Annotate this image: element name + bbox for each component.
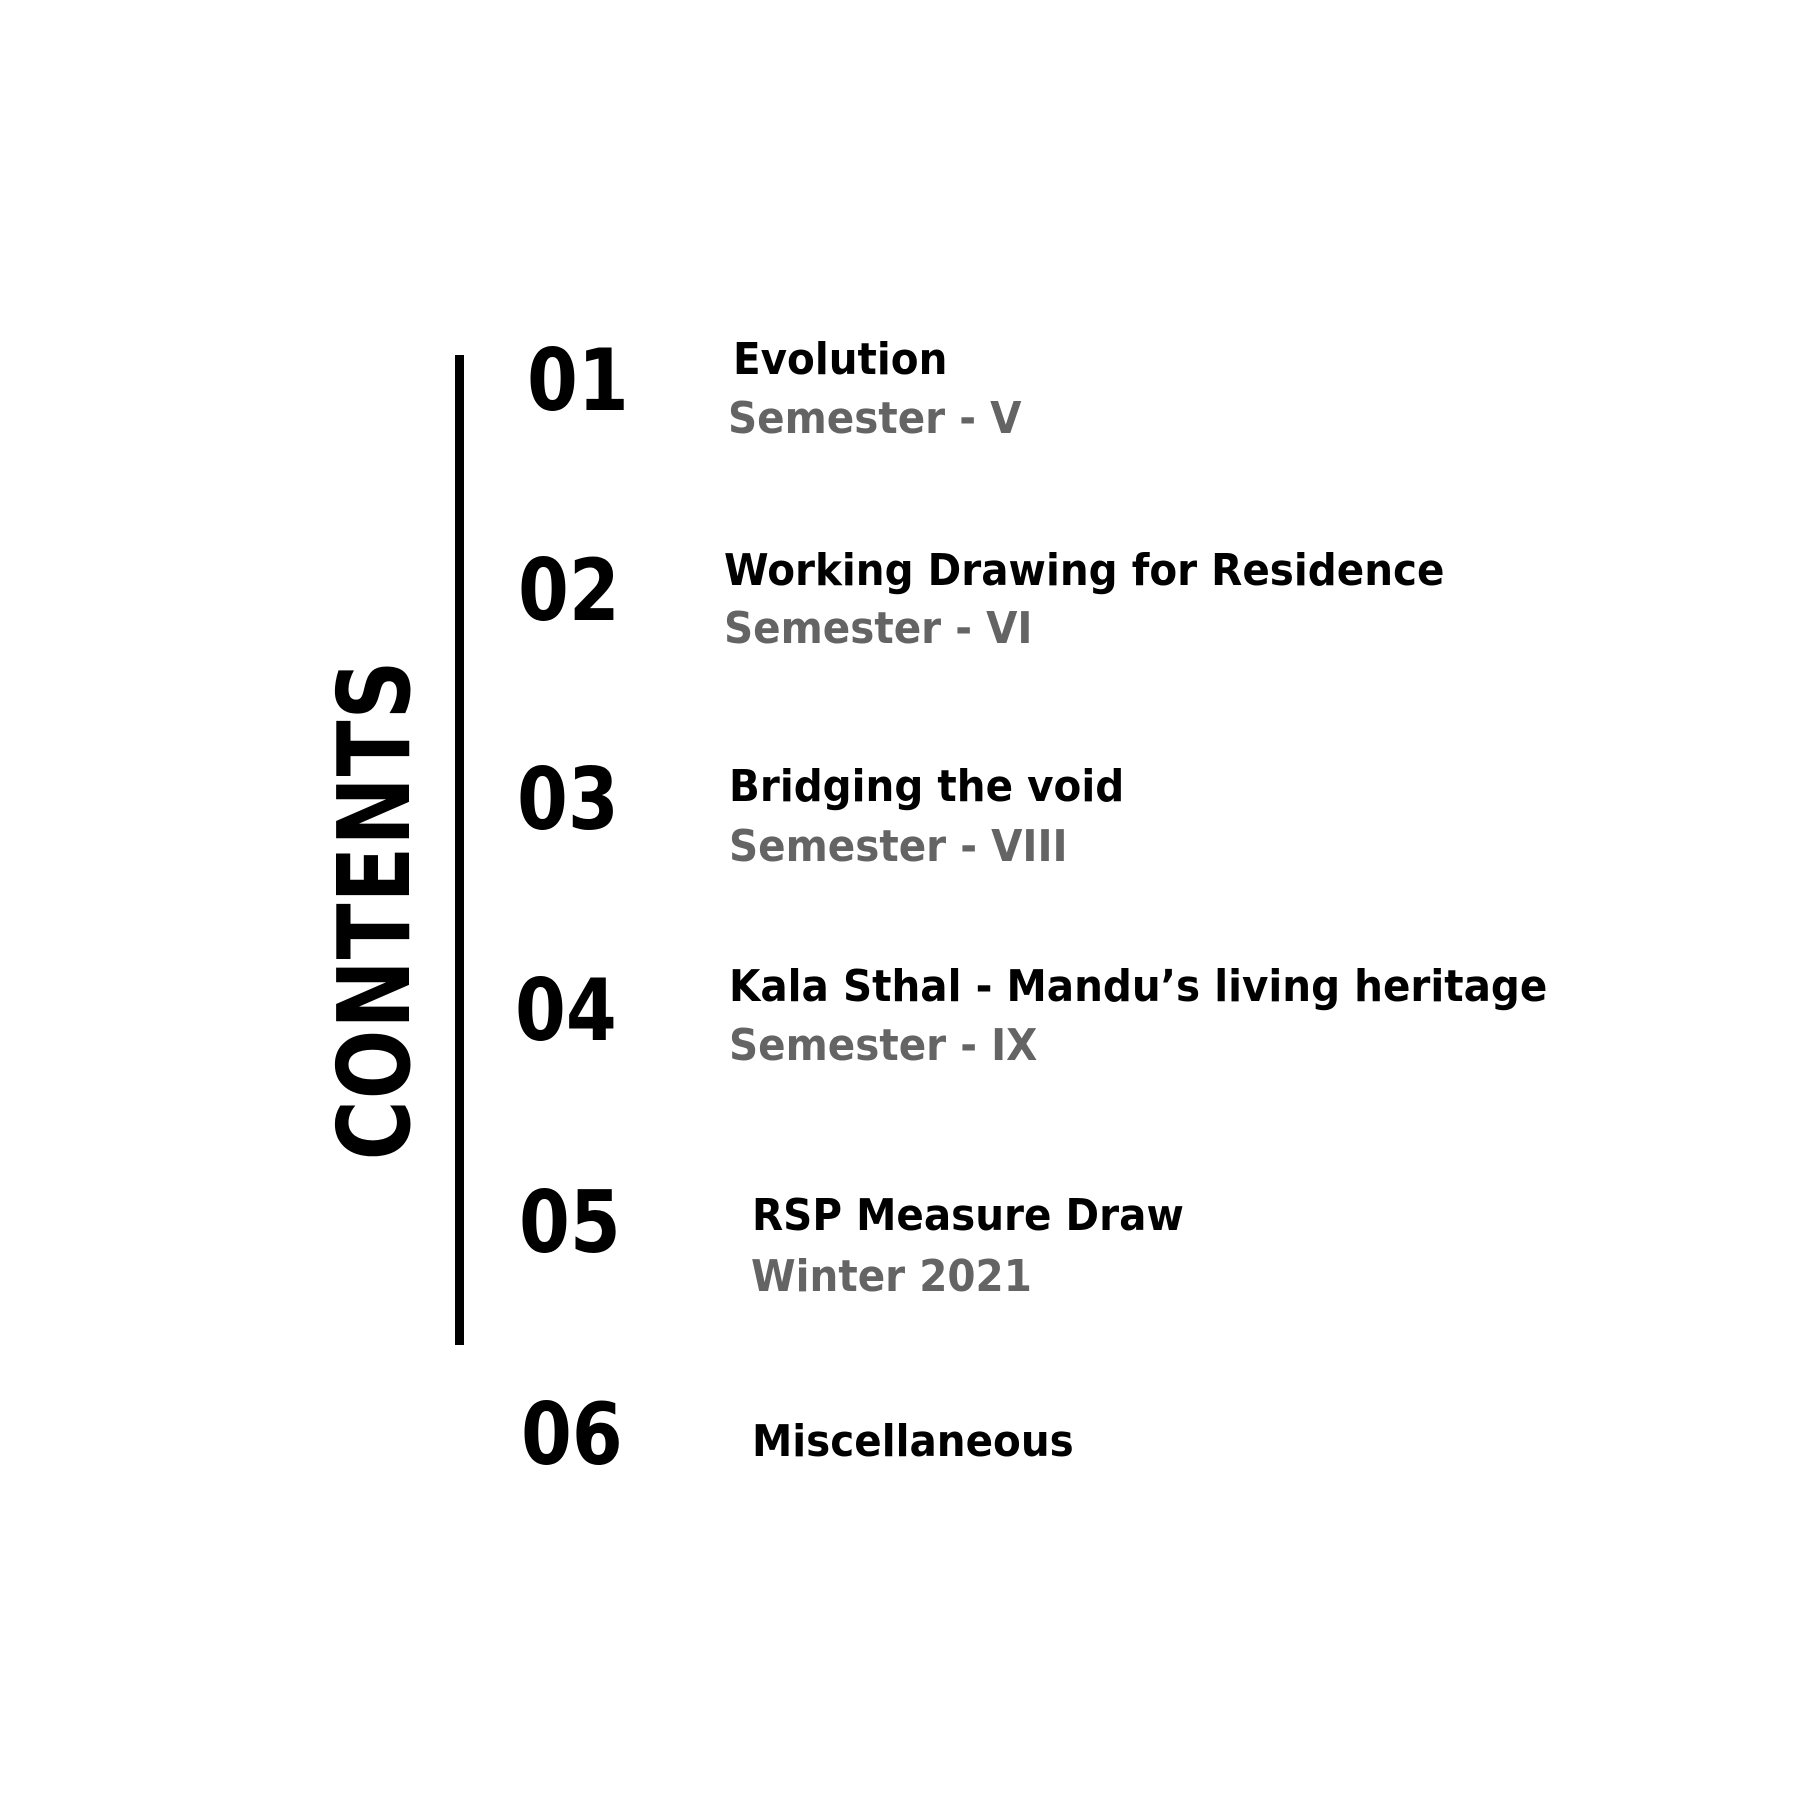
entry-title-03[interactable]: Bridging the void	[729, 761, 1125, 812]
entry-title-05[interactable]: RSP Measure Draw	[752, 1190, 1184, 1241]
entry-number-01: 01	[527, 331, 629, 431]
vertical-divider	[455, 355, 464, 1345]
entry-title-02[interactable]: Working Drawing for Residence	[724, 545, 1445, 596]
contents-heading-text: CONTENTS	[316, 659, 433, 1161]
entry-subtitle-01: Semester - V	[728, 393, 1022, 444]
entry-subtitle-04: Semester - IX	[729, 1020, 1038, 1071]
entry-number-03: 03	[517, 750, 619, 850]
entry-number-02: 02	[518, 541, 620, 641]
contents-heading	[316, 605, 433, 1216]
entry-number-04: 04	[515, 961, 617, 1061]
entry-number-06: 06	[521, 1385, 623, 1485]
entry-number-05: 05	[519, 1173, 621, 1273]
entry-subtitle-05: Winter 2021	[751, 1251, 1032, 1302]
entry-subtitle-02: Semester - VI	[724, 603, 1033, 654]
entry-subtitle-03: Semester - VIII	[729, 821, 1068, 872]
entry-title-06[interactable]: Miscellaneous	[752, 1416, 1074, 1467]
entry-title-04[interactable]: Kala Sthal - Mandu’s living heritage	[729, 961, 1548, 1012]
entry-title-01[interactable]: Evolution	[733, 334, 948, 385]
